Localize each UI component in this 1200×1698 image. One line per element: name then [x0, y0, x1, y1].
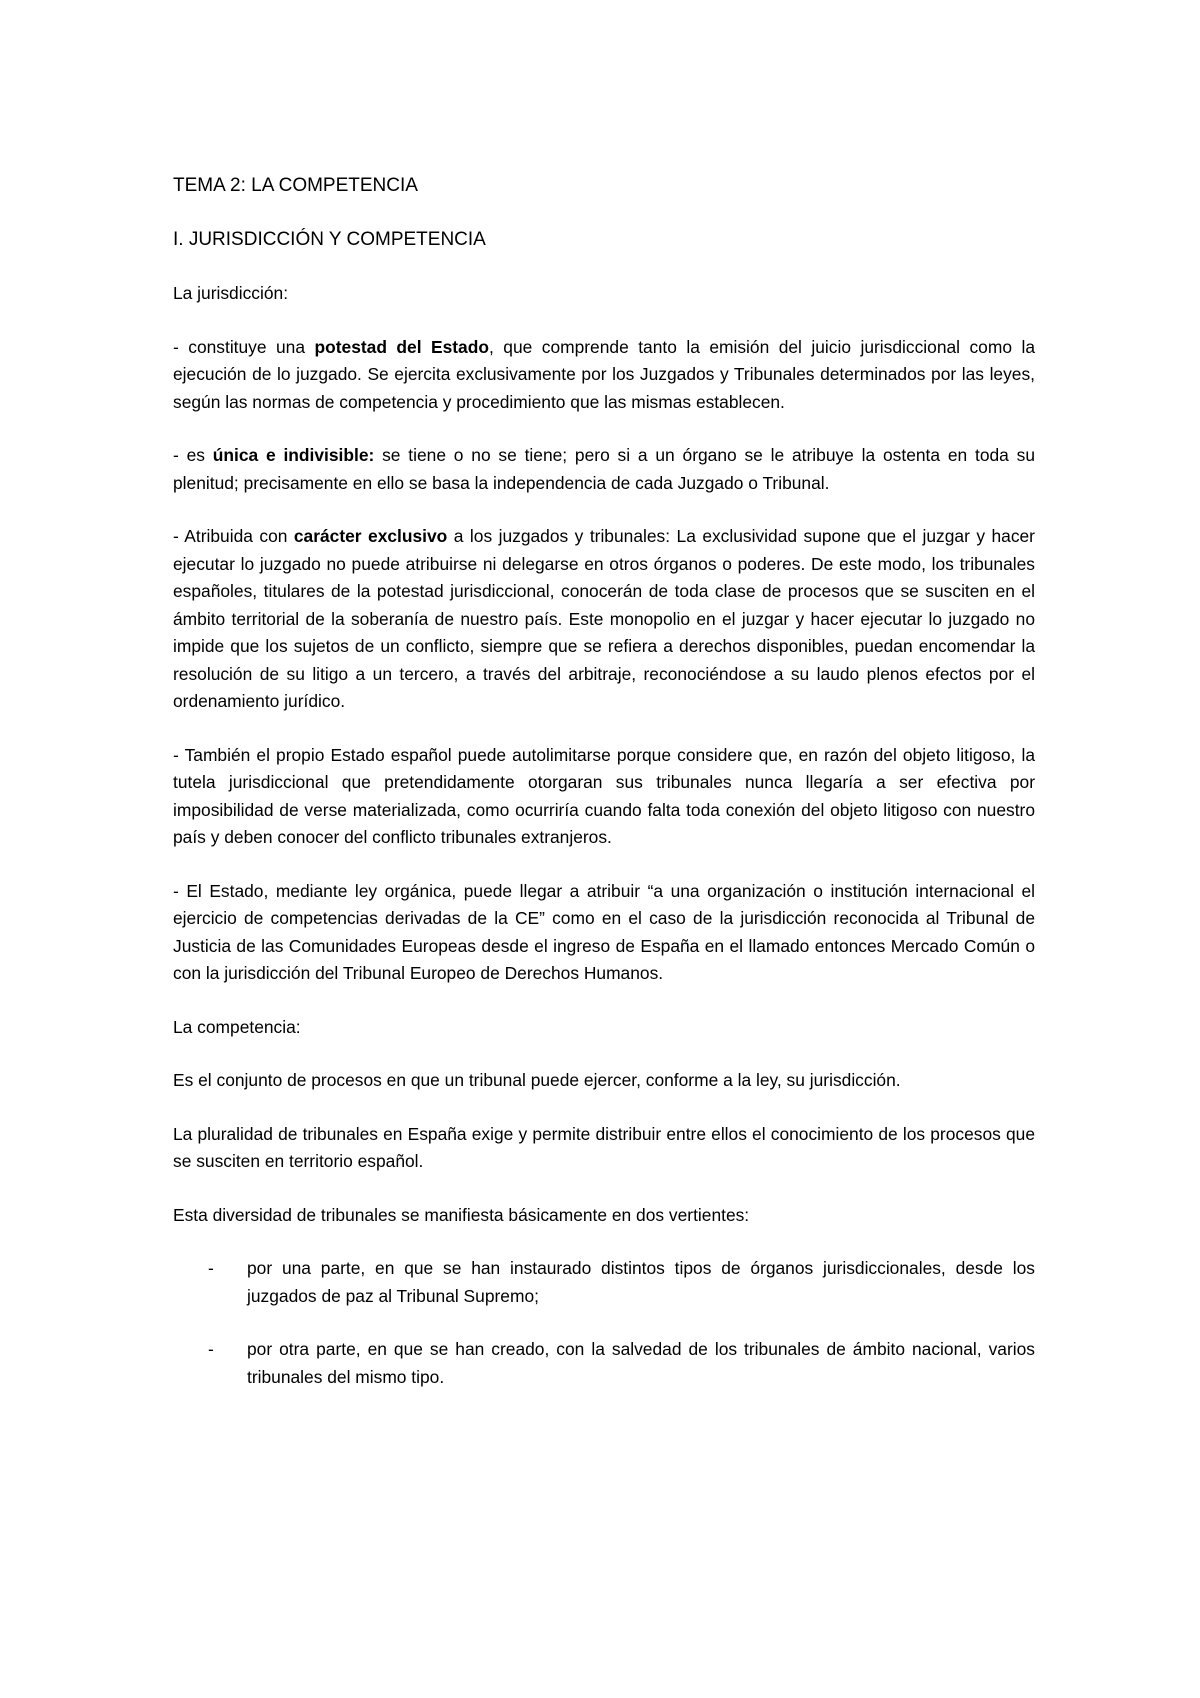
list-item: [173, 1255, 1035, 1310]
paragraph-diversidad: Esta diversidad de tribunales se manifiesta básicamente en dos vertientes:: [173, 1204, 750, 1225]
competencia-label: La competencia:: [173, 1016, 301, 1037]
vertientes-list: [173, 1255, 1035, 1391]
list-item-text: por otra parte, en que se han creado, con la salvedad de los tribunales de ámbito nacional, varios tribunales del mismo tipo.: [247, 1339, 1035, 1387]
paragraph-unica: [173, 442, 1035, 497]
document-page: [173, 172, 1035, 1417]
list-item-text: por una parte, en que se han instaurado distintos tipos de órganos jurisdiccionales, desde los juzgados de paz al Tribunal Supremo;: [247, 1258, 1035, 1306]
paragraph-text: - es: [173, 445, 213, 465]
paragraph-potestad: [173, 334, 1035, 417]
jurisdiccion-label: La jurisdicción:: [173, 283, 289, 303]
bold-term: potestad del Estado: [314, 336, 489, 357]
document-title: TEMA 2: LA COMPETENCIA: [173, 175, 418, 196]
list-item: [173, 1336, 1035, 1391]
bold-term: única e indivisible:: [212, 445, 375, 465]
section-heading: I. JURISDICCIÓN Y COMPETENCIA: [173, 229, 486, 250]
dash-bullet: -: [208, 1258, 214, 1278]
paragraph-definicion: Es el conjunto de procesos en que un tribunal puede ejercer, conforme a la ley, su jurisdicción.: [173, 1070, 901, 1090]
paragraph-exclusivo: [173, 523, 1035, 716]
bold-term: carácter exclusivo: [293, 526, 448, 546]
paragraph-autolimitarse: - También el propio Estado español puede autolimitarse porque considere que, en razón del objeto litigoso, la tutela jurisdiccional que pretendidamente otorgaran sus tribunales nunca llegaría a ser efectiva por imposibilidad de verse materializada, como ocurriría cuando falta toda conexión del objeto litigoso con nuestro país y deben conocer del conflicto tribunales extranjeros.: [173, 744, 1035, 847]
paragraph-text: , que comprende tanto la emisión del juicio jurisdiccional como la ejecución de lo juzgado. Se ejercita exclusivamente por los Juzgados y Tribunales determinados por las leyes, según las normas de competencia y procedimiento que las mismas establecen.: [173, 336, 1035, 412]
paragraph-ley-organica: - El Estado, mediante ley orgánica, puede llegar a atribuir “a una organización o institución internacional el ejercicio de competencias derivadas de la CE” como en el caso de la jurisdicción reconocida al Tribunal de Justicia de las Comunidades Europeas desde el ingreso de España en el llamado entonces Mercado Común o con la jurisdicción del Tribunal Europeo de Derechos Humanos.: [173, 880, 1035, 983]
paragraph-pluralidad: La pluralidad de tribunales en España exige y permite distribuir entre ellos el conocimiento de los procesos que se susciten en territorio español.: [173, 1123, 1035, 1171]
paragraph-text: a los juzgados y tribunales: La exclusividad supone que el juzgar y hacer ejecutar lo juzgado no puede atribuirse ni delegarse en otros órganos o poderes. De este modo, los tribunales españoles, titulares de la potestad jurisdiccional, conocerán de toda clase de procesos que se susciten en el ámbito territorial de la soberanía de nuestro país. Este monopolio en el juzgar y hacer ejecutar lo juzgado no impide que los sujetos de un conflicto, siempre que se refiera a derechos disponibles, puedan encomendar la resolución de su litigo a un tercero, a través del arbitraje, reconociéndose a su laudo plenos efectos por el ordenamiento jurídico.: [173, 526, 1035, 711]
paragraph-text: se tiene o no se tiene; pero si a un órgano se le atribuye la ostenta en toda su plenitud; precisamente en ello se basa la independencia de cada Juzgado o Tribunal.: [173, 445, 1036, 493]
dash-bullet: -: [208, 1339, 214, 1359]
paragraph-text: - constituye una: [173, 336, 315, 357]
paragraph-text: - Atribuida con: [173, 526, 294, 546]
